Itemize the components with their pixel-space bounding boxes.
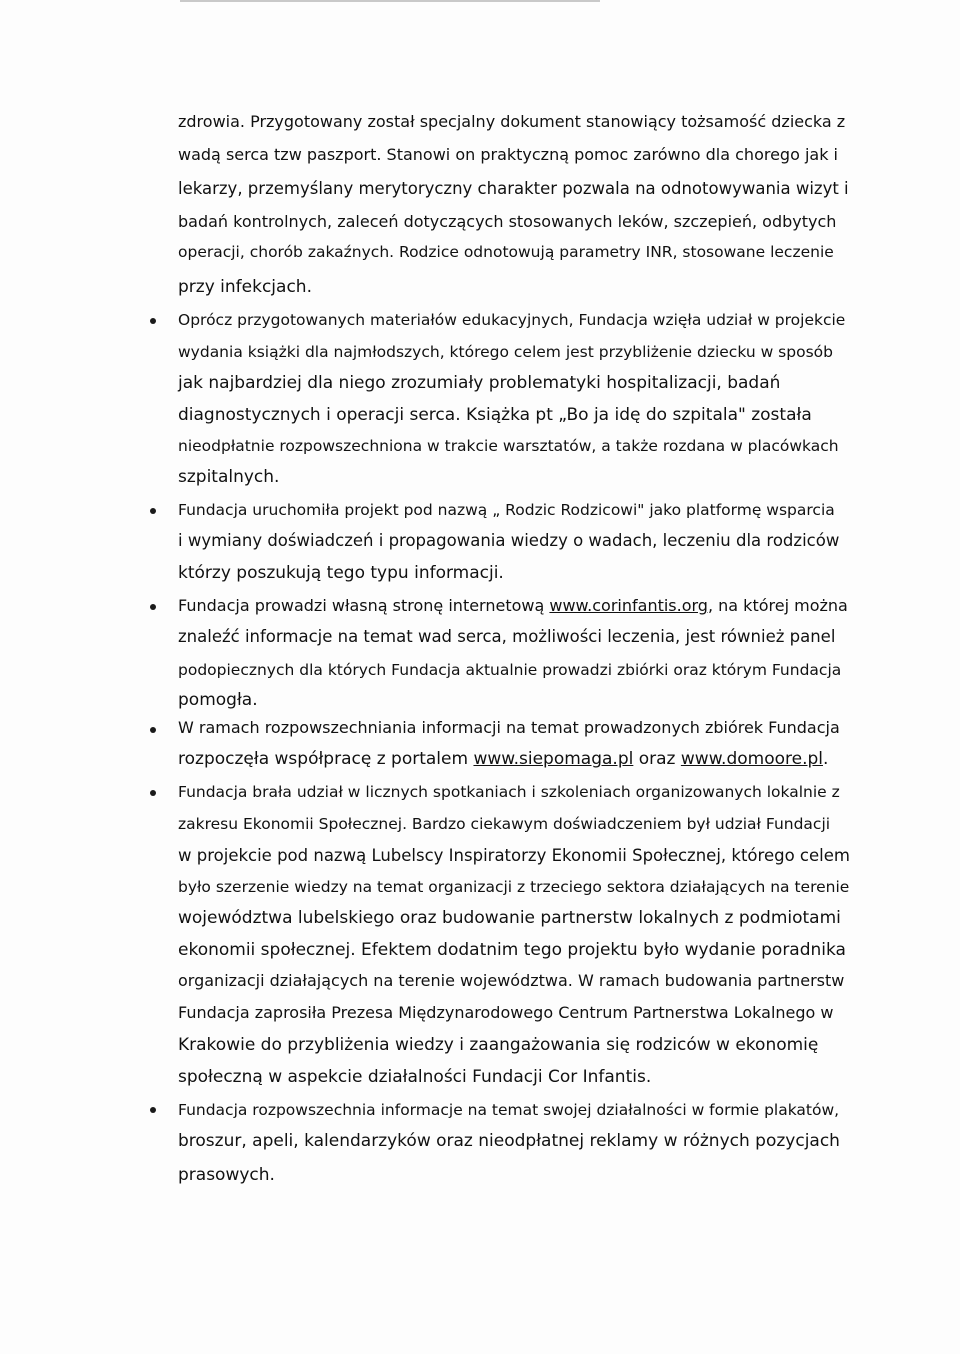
bullet-dot bbox=[150, 727, 156, 733]
bullet-line: broszur, apeli, kalendarzyków oraz nieodpłatnej reklamy w różnych pozycjach bbox=[178, 1131, 840, 1151]
bullet-line: było szerzenie wiedzy na temat organizacji z trzeciego sektora działających na terenie bbox=[178, 878, 850, 896]
website-link[interactable]: www.corinfantis.org bbox=[549, 596, 708, 615]
bullet-line: Oprócz przygotowanych materiałów edukacyjnych, Fundacja wzięła udział w projekcie bbox=[178, 311, 846, 329]
bullet-dot bbox=[150, 604, 156, 610]
domoore-link[interactable]: www.domoore.pl bbox=[680, 749, 823, 769]
bullet-line: Fundacja zaprosiła Prezesa Międzynarodowego Centrum Partnerstwa Lokalnego w bbox=[178, 1003, 834, 1022]
bullet-line: znaleźć informacje na temat wad serca, możliwości leczenia, jest również panel bbox=[178, 627, 836, 646]
intro-line-2: wadą serca tzw paszport. Stanowi on praktyczną pomoc zarówno dla chorego jak i bbox=[178, 145, 838, 164]
bullet-line: wydania książki dla najmłodszych, którego celem jest przybliżenie dziecku w sposób bbox=[178, 343, 833, 361]
bullet-line: szpitalnych. bbox=[178, 467, 280, 487]
intro-line-3: lekarzy, przemyślany merytoryczny charakter pozwala na odnotowywania wizyt i bbox=[178, 179, 849, 198]
bullet-line: Fundacja brała udział w licznych spotkaniach i szkoleniach organizowanych lokalnie z bbox=[178, 783, 840, 801]
intro-line-5: operacji, chorób zakaźnych. Rodzice odnotowują parametry INR, stosowane leczenie bbox=[178, 243, 834, 261]
bullet-line: zakresu Ekonomii Społecznej. Bardzo ciekawym doświadczeniem był udział Fundacji bbox=[178, 815, 831, 833]
intro-line-4: badań kontrolnych, zaleceń dotyczących stosowanych leków, szczepień, odbytych bbox=[178, 212, 837, 231]
bullet-line: nieodpłatnie rozpowszechniona w trakcie warsztatów, a także rozdana w placówkach bbox=[178, 437, 839, 455]
bullet-line: Fundacja uruchomiła projekt pod nazwą „ Rodzic Rodzicowi" jako platformę wsparcia bbox=[178, 501, 835, 519]
bullet-line: W ramach rozpowszechniania informacji na temat prowadzonych zbiórek Fundacja bbox=[178, 718, 840, 737]
siepomaga-link[interactable]: www.siepomaga.pl bbox=[473, 749, 634, 769]
bullet-line: województwa lubelskiego oraz budowanie partnerstw lokalnych z podmiotami bbox=[178, 908, 841, 928]
bullet-dot bbox=[150, 508, 156, 514]
bullet-line: prasowych. bbox=[178, 1165, 275, 1185]
intro-line-1: zdrowia. Przygotowany został specjalny dokument stanowiący tożsamość dziecka z bbox=[178, 112, 846, 131]
bullet-dot bbox=[150, 790, 156, 796]
scan-edge-mark bbox=[180, 0, 600, 2]
bullet-line: diagnostycznych i operacji serca. Książka pt „Bo ja idę do szpitala" została bbox=[178, 405, 812, 425]
bullet-line: podopiecznych dla których Fundacja aktualnie prowadzi zbiórki oraz którym Fundacja bbox=[178, 661, 842, 679]
bullet-line: i wymiany doświadczeń i propagowania wiedzy o wadach, leczeniu dla rodziców bbox=[178, 531, 840, 550]
bullet-line: społeczną w aspekcie działalności Fundacji Cor Infantis. bbox=[178, 1067, 652, 1087]
bullet-line: Krakowie do przybliżenia wiedzy i zaangażowania się rodziców w ekonomię bbox=[178, 1035, 819, 1055]
bullet-line: Fundacja prowadzi własną stronę internetową www.corinfantis.org, na której można bbox=[178, 596, 848, 615]
bullet-line: którzy poszukują tego typu informacji. bbox=[178, 563, 504, 583]
intro-line-6: przy infekcjach. bbox=[178, 277, 312, 297]
bullet-line: w projekcie pod nazwą Lubelscy Inspiratorzy Ekonomii Społecznej, którego celem bbox=[178, 846, 850, 865]
bullet-line: jak najbardziej dla niego zrozumiały problematyki hospitalizacji, badań bbox=[178, 373, 781, 393]
bullet-line: Fundacja rozpowszechnia informacje na temat swojej działalności w formie plakatów, bbox=[178, 1101, 840, 1119]
bullet-line: rozpoczęła współpracę z portalem www.siepomaga.pl oraz www.domoore.pl. bbox=[178, 749, 829, 769]
bullet-dot bbox=[150, 1107, 156, 1113]
bullet-line: organizacji działających na terenie województwa. W ramach budowania partnerstw bbox=[178, 971, 845, 990]
bullet-dot bbox=[150, 318, 156, 324]
bullet-line: ekonomii społecznej. Efektem dodatnim tego projektu było wydanie poradnika bbox=[178, 940, 846, 960]
bullet-line: pomogła. bbox=[178, 690, 258, 710]
